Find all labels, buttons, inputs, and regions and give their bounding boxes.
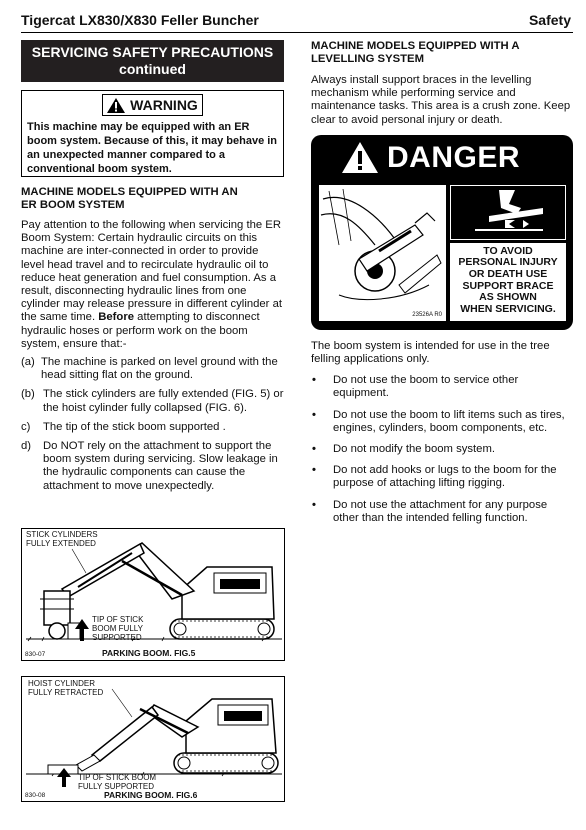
support-brace-illustration [319,185,446,321]
warning-label-text: WARNING [130,97,198,113]
banner-subtitle: continued [119,61,186,77]
list-item: d) Do NOT rely on the attachment to support the boom system during servicing. Slow leakage in the hydraulic components can cause the attachment to move unexpectedly. [21,440,278,492]
danger-header [341,141,520,175]
fig6-caption: PARKING BOOM. FIG.6 [104,790,198,800]
levelling-mechanism-picture [319,185,446,321]
bullet: • [312,464,316,477]
danger-picture-code: 23526A R0 [412,311,442,318]
section-banner [21,40,284,82]
fig5-label-tip: TIP OF STICK BOOM FULLY SUPPORTED [92,615,144,642]
levelling-paragraph: Always install support braces in the levelling mechanism while performing service and maintenance tasks. This area is a crush zone. Keep clear to avoid personal injury or death. [311,74,571,126]
boom-use-intro: The boom system is intended for use in the tree felling applications only. [311,339,550,366]
danger-word: DANGER [387,140,521,174]
list-item: • Do not modify the boom system. [312,443,495,456]
figure-5-parking-boom [21,528,285,661]
warning-box [21,90,284,177]
warning-text: This machine may be equipped with an ER boom system. Because of this, it may behave in an unexpected manner compared to a conventional boom system. [27,120,278,175]
right-column [311,40,573,533]
fig5-code: 830-07 [25,651,46,658]
danger-message: TO AVOID PERSONAL INJURY OR DEATH USE SUPPORT BRACE AS SHOWN WHEN SERVICING. [450,243,566,321]
fig6-label-hoist-cylinder: HOIST CYLINDER FULLY RETRACTED [28,679,104,697]
bullet: • [312,408,316,421]
bullet: • [312,443,316,456]
figure-6-parking-boom [21,676,285,802]
er-boom-checklist [21,356,284,493]
fig5-caption: PARKING BOOM. FIG.5 [102,648,196,658]
fig6-code: 830-08 [25,792,46,799]
header-divider [21,32,573,33]
list-item: c) The tip of the stick boom supported . [21,420,226,433]
banner-title: SERVICING SAFETY PRECAUTIONS [31,44,274,60]
danger-triangle-icon [341,141,379,174]
crush-hazard-symbol [450,185,566,240]
boom-use-list [311,374,573,525]
er-boom-heading: MACHINE MODELS EQUIPPED WITH AN ER BOOM SYSTEM [21,186,238,211]
feller-buncher-illustration [22,529,286,662]
danger-decal [311,135,573,330]
list-item: • Do not use the boom to lift items such as tires, engines, cylinders, boom components, etc. [312,408,565,434]
section-name: Safety [528,12,571,28]
list-item: (b) The stick cylinders are fully extended (FIG. 5) or the hoist cylinder fully collapsed (FIG. 6). [21,388,284,414]
list-item: • Do not use the attachment for any purpose other than the intended felling function. [312,498,548,524]
er-boom-paragraph: Pay attention to the following when servicing the ER Boom System: Certain hydraulic circuits on this machine are inter-connected in order to provide level head travel and to recirculate hydraulic oil to reduce heat generation and fuel consumption. As a result, disconnecting hydraulic lines from one cylinder may release pressure in different cylinder at the same time. Before attempting to disconnect hydraulic hoses or perform work on the boom system, ensure that:- [21,219,282,350]
list-item: (a) The machine is parked on level ground with the head sitting flat on the ground. [21,356,278,382]
bullet: • [312,498,316,511]
warning-triangle-icon [106,97,126,114]
bullet: • [312,374,316,387]
crush-hazard-icon [451,186,564,238]
levelling-heading: MACHINE MODELS EQUIPPED WITH A LEVELLING SYSTEM [311,40,520,65]
list-item: • Do not add hooks or lugs to the boom for the purpose of attaching lifting rigging. [312,464,557,490]
list-item: • Do not use the boom to service other equipment. [312,374,519,400]
document-title: Tigercat LX830/X830 Feller Buncher [21,12,259,28]
left-column [21,40,284,499]
fig6-label-tip: TIP OF STICK BOOM FULLY SUPPORTED [78,773,157,791]
warning-label [102,94,203,116]
fig5-label-stick-cylinders: STICK CYLINDERS FULLY EXTENDED [26,530,98,548]
